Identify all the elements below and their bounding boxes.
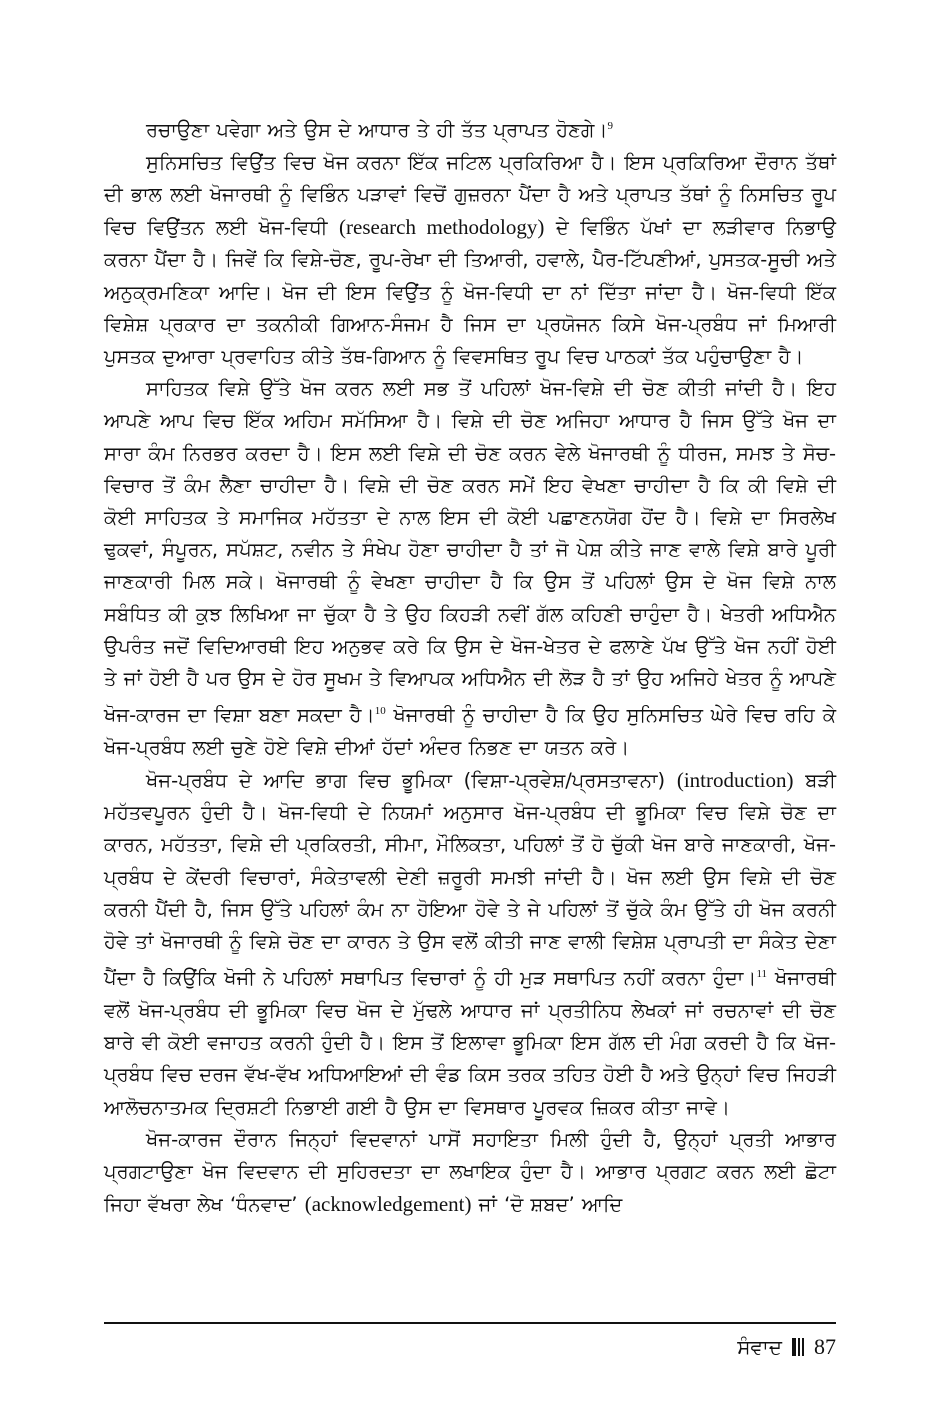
- separator-bars-icon: [792, 1338, 804, 1356]
- paragraph: [104, 373, 836, 764]
- text-run: ਸੁਨਿਸਚਿਤ ਵਿਉਂਤ ਵਿਚ ਖੋਜ ਕਰਨਾ ਇੱਕ ਜਟਿਲ ਪ੍ਰਕਿਰਿਆ ਹੈ। ਇਸ ਪ੍ਰਕਿਰਿਆ ਦੌਰਾਨ ਤੱਥਾਂ ਦੀ ਭਾਲ ਲਈ ਖੋਜਾਰਥੀ ਨੂੰ ਵਿਭਿੰਨ ਪੜਾਵਾਂ ਵਿਚੋਂ ਗੁਜ਼ਰਨਾ ਪੈਂਦਾ ਹੈ ਅਤੇ ਪ੍ਰਾਪਤ ਤੱਥਾਂ ਨੂੰ ਨਿਸਚਿਤ ਰੂਪ ਵਿਚ ਵਿਉਂਤਨ ਲਈ ਖੋਜ-ਵਿਧੀ: [104, 150, 836, 240]
- footnote-ref: 10: [374, 705, 386, 718]
- latin-term: (introduction): [676, 768, 794, 793]
- body-text: [104, 110, 836, 1221]
- journal-name: ਸੰਵਾਦ: [737, 1335, 782, 1359]
- latin-term: (research methodology): [339, 215, 545, 240]
- page-number: 87: [814, 1334, 836, 1359]
- paragraph: [104, 110, 836, 147]
- text-run: ਦੇ ਵਿਭਿੰਨ ਪੱਖਾਂ ਦਾ ਲੜੀਵਾਰ ਨਿਭਾਉ ਕਰਨਾ ਪੈਂਦਾ ਹੈ। ਜਿਵੇਂ ਕਿ ਵਿਸ਼ੇ-ਚੋਣ, ਰੂਪ-ਰੇਖਾ ਦੀ ਤਿਆਰੀ, ਹਵਾਲੇ, ਪੈਰ-ਟਿੱਪਣੀਆਂ, ਪੁਸਤਕ-ਸੂਚੀ ਅਤੇ ਅਨੁਕ੍ਰਮਣਿਕਾ ਆਦਿ। ਖੋਜ ਦੀ ਇਸ ਵਿਉਂਤ ਨੂੰ ਖੋਜ-ਵਿਧੀ ਦਾ ਨਾਂ ਦਿੱਤਾ ਜਾਂਦਾ ਹੈ। ਖੋਜ-ਵਿਧੀ ਇੱਕ ਵਿਸ਼ੇਸ਼ ਪ੍ਰਕਾਰ ਦਾ ਤਕਨੀਕੀ ਗਿਆਨ-ਸੰਜਮ ਹੈ ਜਿਸ ਦਾ ਪ੍ਰਯੋਜਨ ਕਿਸੇ ਖੋਜ-ਪ੍ਰਬੰਧ ਜਾਂ ਮਿਆਰੀ ਪੁਸਤਕ ਦੁਆਰਾ ਪ੍ਰਵਾਹਿਤ ਕੀਤੇ ਤੱਥ-ਗਿਆਨ ਨੂੰ ਵਿਵਸਥਿਤ ਰੂਪ ਵਿਚ ਪਾਠਕਾਂ ਤੱਕ ਪਹੁੰਚਾਉਣਾ ਹੈ।: [104, 216, 836, 368]
- paragraph: [104, 147, 836, 373]
- latin-term: (acknowledgement): [304, 1192, 472, 1217]
- text-run: ਸਾਹਿਤਕ ਵਿਸ਼ੇ ਉੱਤੇ ਖੋਜ ਕਰਨ ਲਈ ਸਭ ਤੋਂ ਪਹਿਲਾਂ ਖੋਜ-ਵਿਸ਼ੇ ਦੀ ਚੋਣ ਕੀਤੀ ਜਾਂਦੀ ਹੈ। ਇਹ ਆਪਣੇ ਆਪ ਵਿਚ ਇੱਕ ਅਹਿਮ ਸਮੱਸਿਆ ਹੈ। ਵਿਸ਼ੇ ਦੀ ਚੋਣ ਅਜਿਹਾ ਆਧਾਰ ਹੈ ਜਿਸ ਉੱਤੇ ਖੋਜ ਦਾ ਸਾਰਾ ਕੰਮ ਨਿਰਭਰ ਕਰਦਾ ਹੈ। ਇਸ ਲਈ ਵਿਸ਼ੇ ਦੀ ਚੋਣ ਕਰਨ ਵੇਲੇ ਖੋਜਾਰਥੀ ਨੂੰ ਧੀਰਜ, ਸਮਝ ਤੇ ਸੋਚ-ਵਿਚਾਰ ਤੋਂ ਕੰਮ ਲੈਣਾ ਚਾਹੀਦਾ ਹੈ। ਵਿਸ਼ੇ ਦੀ ਚੋਣ ਕਰਨ ਸਮੇਂ ਇਹ ਵੇਖਣਾ ਚਾਹੀਦਾ ਹੈ ਕਿ ਕੀ ਵਿਸ਼ੇ ਦੀ ਕੋਈ ਸਾਹਿਤਕ ਤੇ ਸਮਾਜਿਕ ਮਹੱਤਤਾ ਦੇ ਨਾਲ ਇਸ ਦੀ ਕੋਈ ਪਛਾਣਨਯੋਗ ਹੋਂਦ ਹੈ। ਵਿਸ਼ੇ ਦਾ ਸਿਰਲੇਖ ਢੁਕਵਾਂ, ਸੰਪੂਰਨ, ਸਪੱਸ਼ਟ, ਨਵੀਨ ਤੇ ਸੰਖੇਪ ਹੋਣਾ ਚਾਹੀਦਾ ਹੈ ਤਾਂ ਜੋ ਪੇਸ਼ ਕੀਤੇ ਜਾਣ ਵਾਲੇ ਵਿਸ਼ੇ ਬਾਰੇ ਪੂਰੀ ਜਾਣਕਾਰੀ ਮਿਲ ਸਕੇ। ਖੋਜਾਰਥੀ ਨੂੰ ਵੇਖਣਾ ਚਾਹੀਦਾ ਹੈ ਕਿ ਉਸ ਤੋਂ ਪਹਿਲਾਂ ਉਸ ਦੇ ਖੋਜ ਵਿਸ਼ੇ ਨਾਲ ਸਬੰਧਿਤ ਕੀ ਕੁਝ ਲਿਖਿਆ ਜਾ ਚੁੱਕਾ ਹੈ ਤੇ ਉਹ ਕਿਹੜੀ ਨਵੀਂ ਗੱਲ ਕਹਿਣੀ ਚਾਹੁੰਦਾ ਹੈ। ਖੇਤਰੀ ਅਧਿਐਨ ਉਪਰੰਤ ਜਦੋਂ ਵਿਦਿਆਰਥੀ ਇਹ ਅਨੁਭਵ ਕਰੇ ਕਿ ਉਸ ਦੇ ਖੋਜ-ਖੇਤਰ ਦੇ ਫਲਾਣੇ ਪੱਖ ਉੱਤੇ ਖੋਜ ਨਹੀਂ ਹੋਈ ਤੇ ਜਾਂ ਹੋਈ ਹੈ ਪਰ ਉਸ ਦੇ ਹੋਰ ਸੂਖਮ ਤੇ ਵਿਆਪਕ ਅਧਿਐਨ ਦੀ ਲੋੜ ਹੈ ਤਾਂ ਉਹ ਅਜਿਹੇ ਖੇਤਰ ਨੂੰ ਆਪਣੇ ਖੋਜ-ਕਾਰਜ ਦਾ ਵਿਸ਼ਾ ਬਣਾ ਸਕਦਾ ਹੈ।: [104, 377, 836, 727]
- text-run: ਖੋਜ-ਕਾਰਜ ਦੌਰਾਨ ਜਿਨ੍ਹਾਂ ਵਿਦਵਾਨਾਂ ਪਾਸੋਂ ਸਹਾਇਤਾ ਮਿਲੀ ਹੁੰਦੀ ਹੈ, ਉਨ੍ਹਾਂ ਪ੍ਰਤੀ ਆਭਾਰ ਪ੍ਰਗਟਾਉਣਾ ਖੋਜ ਵਿਦਵਾਨ ਦੀ ਸੁਹਿਰਦਤਾ ਦਾ ਲਖਾਇਕ ਹੁੰਦਾ ਹੈ। ਆਭਾਰ ਪ੍ਰਗਟ ਕਰਨ ਲਈ ਛੋਟਾ ਜਿਹਾ ਵੱਖਰਾ ਲੇਖ ‘ਧੰਨਵਾਦ’: [104, 1127, 836, 1217]
- paragraph: [104, 764, 836, 1124]
- text-run: ਖੋਜ-ਪ੍ਰਬੰਧ ਦੇ ਆਦਿ ਭਾਗ ਵਿਚ ਭੂਮਿਕਾ (ਵਿਸ਼ਾ-ਪ੍ਰਵੇਸ਼/ਪ੍ਰਸਤਾਵਨਾ): [146, 769, 677, 793]
- text-run: ਜਾਂ ‘ਦੋ ਸ਼ਬਦ’ ਆਦਿ: [471, 1193, 623, 1217]
- paragraph: [104, 1124, 836, 1222]
- footer-rule: [104, 1322, 836, 1324]
- footnote-ref: 11: [756, 968, 768, 981]
- text-run: ਬੜੀ ਮਹੱਤਵਪੂਰਨ ਹੁੰਦੀ ਹੈ। ਖੋਜ-ਵਿਧੀ ਦੇ ਨਿਯਮਾਂ ਅਨੁਸਾਰ ਖੋਜ-ਪ੍ਰਬੰਧ ਦੀ ਭੂਮਿਕਾ ਵਿਚ ਵਿਸ਼ੇ ਚੋਣ ਦਾ ਕਾਰਨ, ਮਹੱਤਤਾ, ਵਿਸ਼ੇ ਦੀ ਪ੍ਰਕਿਰਤੀ, ਸੀਮਾ, ਮੌਲਿਕਤਾ, ਪਹਿਲਾਂ ਤੋਂ ਹੋ ਚੁੱਕੀ ਖੋਜ ਬਾਰੇ ਜਾਣਕਾਰੀ, ਖੋਜ-ਪ੍ਰਬੰਧ ਦੇ ਕੇਂਦਰੀ ਵਿਚਾਰਾਂ, ਸੰਕੇਤਾਵਲੀ ਦੇਣੀ ਜ਼ਰੂਰੀ ਸਮਝੀ ਜਾਂਦੀ ਹੈ। ਖੋਜ ਲਈ ਉਸ ਵਿਸ਼ੇ ਦੀ ਚੋਣ ਕਰਨੀ ਪੈਂਦੀ ਹੈ, ਜਿਸ ਉੱਤੇ ਪਹਿਲਾਂ ਕੰਮ ਨਾ ਹੋਇਆ ਹੋਵੇ ਤੇ ਜੇ ਪਹਿਲਾਂ ਤੋਂ ਚੁੱਕੇ ਕੰਮ ਉੱਤੇ ਹੀ ਖੋਜ ਕਰਨੀ ਹੋਵੇ ਤਾਂ ਖੋਜਾਰਥੀ ਨੂੰ ਵਿਸ਼ੇ ਚੋਣ ਦਾ ਕਾਰਨ ਤੇ ਉਸ ਵਲੋਂ ਕੀਤੀ ਜਾਣ ਵਾਲੀ ਵਿਸ਼ੇਸ਼ ਪ੍ਰਾਪਤੀ ਦਾ ਸੰਕੇਤ ਦੇਣਾ ਪੈਂਦਾ ਹੈ ਕਿਉਂਕਿ ਖੋਜੀ ਨੇ ਪਹਿਲਾਂ ਸਥਾਪਿਤ ਵਿਚਾਰਾਂ ਨੂੰ ਹੀ ਮੁੜ ਸਥਾਪਿਤ ਨਹੀਂ ਕਰਨਾ ਹੁੰਦਾ।: [104, 769, 836, 990]
- page-footer: [737, 1332, 836, 1362]
- footnote-ref: 9: [607, 120, 613, 132]
- text-run: ਖੋਜਾਰਥੀ ਵਲੋਂ ਖੋਜ-ਪ੍ਰਬੰਧ ਦੀ ਭੂਮਿਕਾ ਵਿਚ ਖੋਜ ਦੇ ਮੁੱਢਲੇ ਆਧਾਰ ਜਾਂ ਪ੍ਰਤੀਨਿਧ ਲੇਖਕਾਂ ਜਾਂ ਰਚਨਾਵਾਂ ਦੀ ਚੋਣ ਬਾਰੇ ਵੀ ਕੋਈ ਵਜਾਹਤ ਕਰਨੀ ਹੁੰਦੀ ਹੈ। ਇਸ ਤੋਂ ਇਲਾਵਾ ਭੂਮਿਕਾ ਇਸ ਗੱਲ ਦੀ ਮੰਗ ਕਰਦੀ ਹੈ ਕਿ ਖੋਜ-ਪ੍ਰਬੰਧ ਵਿਚ ਦਰਜ ਵੱਖ-ਵੱਖ ਅਧਿਆਇਆਂ ਦੀ ਵੰਡ ਕਿਸ ਤਰਕ ਤਹਿਤ ਹੋਈ ਹੈ ਅਤੇ ਉਨ੍ਹਾਂ ਵਿਚ ਜਿਹੜੀ ਆਲੋਚਨਾਤਮਕ ਦ੍ਰਿਸ਼ਟੀ ਨਿਭਾਈ ਗਈ ਹੈ ਉਸ ਦਾ ਵਿਸਥਾਰ ਪੂਰਵਕ ਜ਼ਿਕਰ ਕੀਤਾ ਜਾਵੇ।: [104, 966, 836, 1119]
- text-run: ਰਚਾਉਣਾ ਪਵੇਗਾ ਅਤੇ ਉਸ ਦੇ ਆਧਾਰ ਤੇ ਹੀ ਤੱਤ ਪ੍ਰਾਪਤ ਹੋਣਗੇ।: [146, 118, 608, 142]
- text-run: ਖੋਜਾਰਥੀ ਨੂੰ ਚਾਹੀਦਾ ਹੈ ਕਿ ਉਹ ਸੁਨਿਸਚਿਤ ਘੇਰੇ ਵਿਚ ਰਹਿ ਕੇ ਖੋਜ-ਪ੍ਰਬੰਧ ਲਈ ਚੁਣੇ ਹੋਏ ਵਿਸ਼ੇ ਦੀਆਂ ਹੱਦਾਂ ਅੰਦਰ ਨਿਭਣ ਦਾ ਯਤਨ ਕਰੇ।: [104, 703, 836, 759]
